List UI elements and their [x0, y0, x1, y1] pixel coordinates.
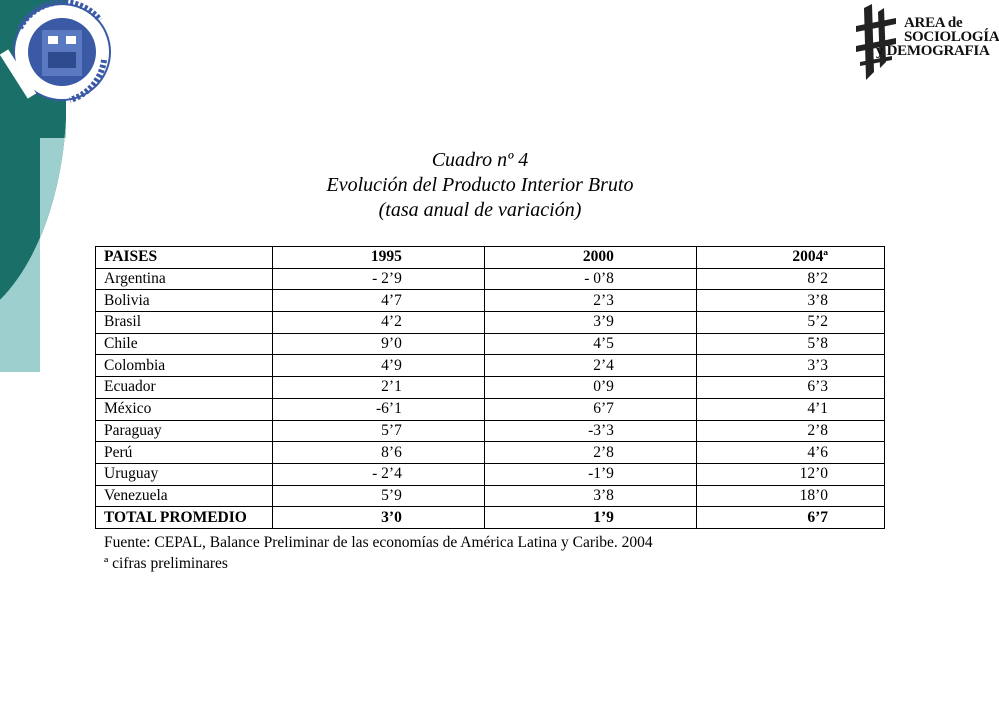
total-row [96, 507, 885, 529]
university-seal-logo [0, 0, 118, 110]
source-note: Fuente: CEPAL, Balance Preliminar de las economías de América Latina y Caribe. 2004 [104, 534, 653, 551]
value-1995-cell: - 2’4 [272, 463, 484, 485]
total-2004: 6’7 [696, 507, 884, 529]
value-2004-cell: 3’3 [696, 355, 884, 377]
header-2000: 2000 [484, 247, 696, 269]
value-2000-cell: -1’9 [484, 463, 696, 485]
table-row [96, 463, 885, 485]
value-2004-cell: 8’2 [696, 268, 884, 290]
title-line2: Evolución del Producto Interior Bruto [326, 174, 634, 196]
title-line1: Cuadro nº 4 [431, 149, 529, 171]
value-2000-cell: 2’4 [484, 355, 696, 377]
value-2000-cell: 6’7 [484, 398, 696, 420]
table-row [96, 290, 885, 312]
value-2004-cell: 4’6 [696, 442, 884, 464]
header-2004: 2004ª [696, 247, 884, 269]
value-2000-cell: 2’3 [484, 290, 696, 312]
title-line3: (tasa anual de variación) [378, 199, 582, 221]
value-2004-cell: 18’0 [696, 485, 884, 507]
table-row [96, 333, 885, 355]
value-2000-cell: 4’5 [484, 333, 696, 355]
area-logo-line1: AREA de [904, 15, 963, 31]
table-row [96, 355, 885, 377]
value-1995-cell: 4’9 [272, 355, 484, 377]
country-cell: Ecuador [96, 377, 273, 399]
value-1995-cell: 9’0 [272, 333, 484, 355]
value-2004-cell: 6’3 [696, 377, 884, 399]
table-row [96, 485, 885, 507]
value-2000-cell: 0’9 [484, 377, 696, 399]
table-row [96, 442, 885, 464]
country-cell: Paraguay [96, 420, 273, 442]
value-2004-cell: 5’2 [696, 312, 884, 334]
value-1995-cell: - 2’9 [272, 268, 484, 290]
table-row [96, 268, 885, 290]
area-sociologia-logo [854, 2, 999, 86]
country-cell: Brasil [96, 312, 273, 334]
table-notes [104, 532, 653, 574]
footnote: ª cifras preliminares [104, 555, 228, 572]
country-cell: Uruguay [96, 463, 273, 485]
country-cell: Chile [96, 333, 273, 355]
table-row [96, 398, 885, 420]
country-cell: México [96, 398, 273, 420]
value-2004-cell: 5’8 [696, 333, 884, 355]
table-row [96, 377, 885, 399]
value-2004-cell: 4’1 [696, 398, 884, 420]
value-1995-cell: 5’7 [272, 420, 484, 442]
country-cell: Perú [96, 442, 273, 464]
total-1995: 3’0 [272, 507, 484, 529]
country-cell: Argentina [96, 268, 273, 290]
value-1995-cell: 5’9 [272, 485, 484, 507]
value-1995-cell: 4’2 [272, 312, 484, 334]
area-logo-text [876, 16, 999, 58]
value-2000-cell: -3’3 [484, 420, 696, 442]
header-paises: PAISES [96, 247, 273, 269]
table-header-row [96, 247, 885, 269]
value-1995-cell: -6’1 [272, 398, 484, 420]
total-label: TOTAL PROMEDIO [96, 507, 273, 529]
table-row [96, 420, 885, 442]
value-2004-cell: 2’8 [696, 420, 884, 442]
value-2004-cell: 3’8 [696, 290, 884, 312]
country-cell: Bolivia [96, 290, 273, 312]
value-1995-cell: 2’1 [272, 377, 484, 399]
value-1995-cell: 4’7 [272, 290, 484, 312]
table-title-block [270, 148, 690, 223]
header-1995: 1995 [272, 247, 484, 269]
value-1995-cell: 8’6 [272, 442, 484, 464]
gdp-table [95, 246, 885, 529]
total-2000: 1’9 [484, 507, 696, 529]
table-row [96, 312, 885, 334]
area-logo-line2: SOCIOLOGÍA [904, 29, 999, 45]
country-cell: Colombia [96, 355, 273, 377]
country-cell: Venezuela [96, 485, 273, 507]
value-2000-cell: 3’8 [484, 485, 696, 507]
value-2000-cell: 3’9 [484, 312, 696, 334]
value-2004-cell: 12’0 [696, 463, 884, 485]
value-2000-cell: - 0’8 [484, 268, 696, 290]
value-2000-cell: 2’8 [484, 442, 696, 464]
area-logo-line3: y DEMOGRAFIA [876, 43, 990, 59]
